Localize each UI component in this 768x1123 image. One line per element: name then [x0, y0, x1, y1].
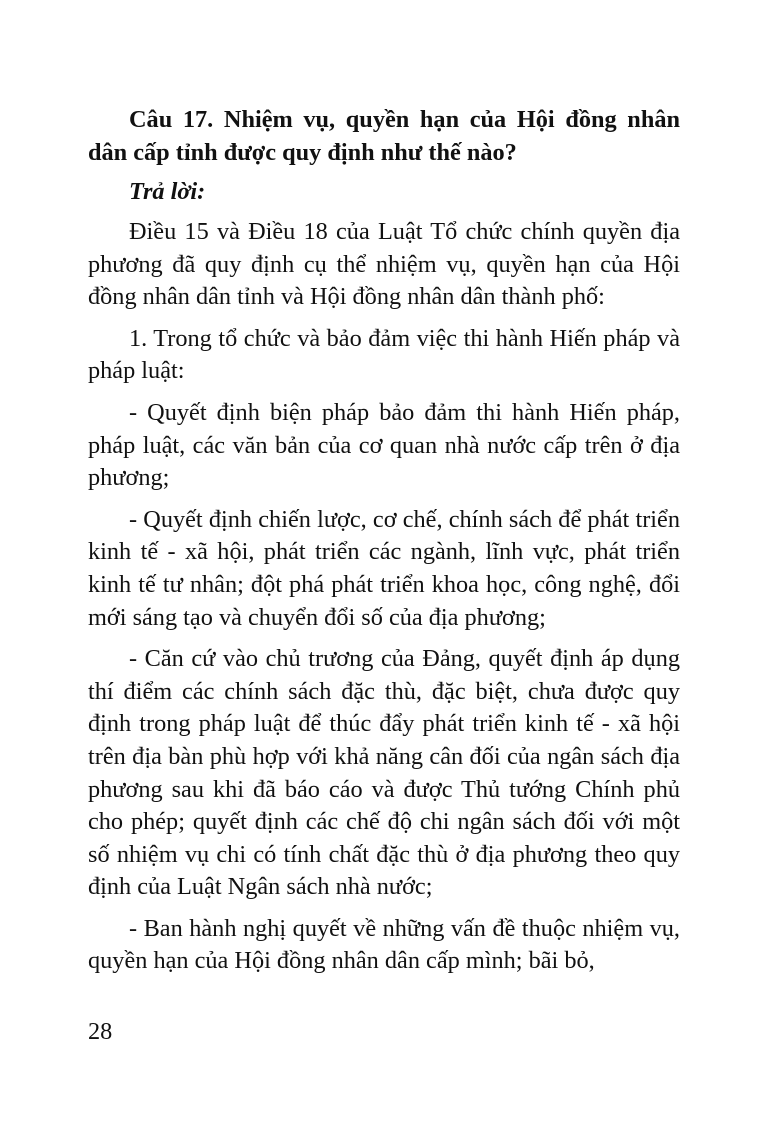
paragraph-item-1: - Quyết định biện pháp bảo đảm thi hành Hiến pháp, pháp luật, các văn bản của cơ quan nhà nước cấp trên ở địa phương;	[88, 398, 680, 492]
paragraph-item-4: - Ban hành nghị quyết về những vấn đề thuộc nhiệm vụ, quyền hạn của Hội đồng nhân dân cấp mình; bãi bỏ,	[88, 914, 680, 975]
question-heading: Câu 17. Nhiệm vụ, quyền hạn của Hội đồng nhân dân cấp tỉnh được quy định như thế nào?	[88, 106, 680, 166]
paragraph-section-1: 1. Trong tổ chức và bảo đảm việc thi hành Hiến pháp và pháp luật:	[88, 324, 680, 385]
page-number: 28	[88, 1018, 113, 1045]
paragraph-intro: Điều 15 và Điều 18 của Luật Tổ chức chính quyền địa phương đã quy định cụ thể nhiệm vụ, quyền hạn của Hội đồng nhân dân tỉnh và Hội đồng nhân dân thành phố:	[88, 218, 680, 311]
paragraph-item-3: - Căn cứ vào chủ trương của Đảng, quyết định áp dụng thí điểm các chính sách đặc thù, đặc biệt, chưa được quy định trong pháp luật để thúc đẩy phát triển kinh tế - xã hội trên địa bàn phù hợp với khả năng cân đối của ngân sách địa phương sau khi đã báo cáo và được Thủ tướng Chính phủ cho phép; quyết định các chế độ chi ngân sách đối với một số nhiệm vụ chi có tính chất đặc thù ở địa phương theo quy định của Luật Ngân sách nhà nước;	[88, 645, 680, 901]
page-content	[88, 103, 680, 987]
paragraph-item-2: - Quyết định chiến lược, cơ chế, chính sách để phát triển kinh tế - xã hội, phát triển các ngành, lĩnh vực, phát triển kinh tế tư nhân; đột phá phát triển khoa học, công nghệ, đổi mới sáng tạo và chuyển đổi số của địa phương;	[88, 505, 680, 631]
answer-label: Trả lời:	[129, 178, 206, 205]
